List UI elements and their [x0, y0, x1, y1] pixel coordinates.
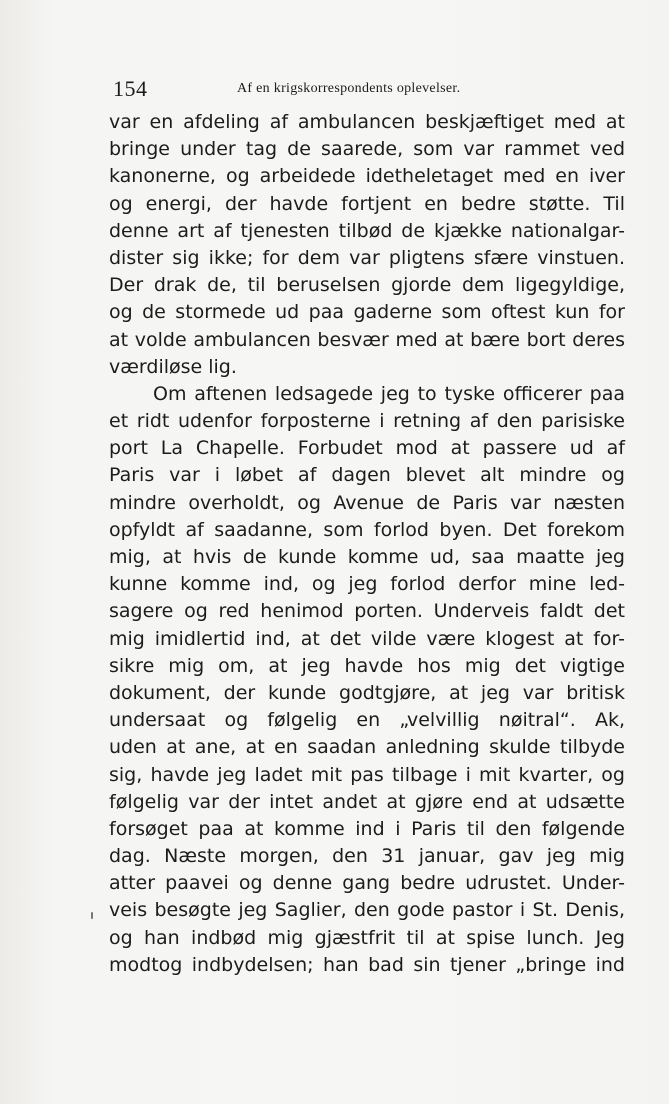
text-line: opfyldt af saadanne, som forlod byen. Det forekom	[109, 518, 625, 541]
text-line: atter paavei og denne gang bedre udrustet. Under-	[109, 872, 625, 895]
text-line: var en afdeling af ambulancen beskjæftiget med at	[109, 111, 625, 133]
text-line: og han indbød mig gjæstfrit til at spise lunch. Jeg	[109, 926, 625, 949]
page-header	[113, 76, 623, 102]
text-line: undersaat og følgelig en „velvillig nøitral“. Ak,	[109, 709, 625, 732]
text-line: at volde ambulancen besvær med at bære bort deres	[109, 328, 625, 351]
page-number: 154	[113, 76, 148, 101]
text-line: mig imidlertid ind, at det vilde være klogest at for-	[109, 627, 625, 650]
text-line: forsøget paa at komme ind i Paris til den følgende	[109, 817, 625, 840]
text-line: Om aftenen ledsagede jeg to tyske officerer paa	[153, 382, 625, 405]
text-line: et ridt udenfor forposterne i retning af den parisiske	[109, 410, 625, 433]
text-line: sig, havde jeg ladet mit pas tilbage i mit kvarter, og	[109, 763, 625, 786]
text-line: sikre mig om, at jeg havde hos mig det vigtige	[109, 654, 625, 677]
text-line: og de stormede ud paa gaderne som oftest kun for	[109, 301, 625, 324]
text-line: kanonerne, og arbeidede idetheletaget med en iver	[109, 165, 625, 188]
text-line: mig, at hvis de kunde komme ud, saa maatte jeg	[109, 546, 625, 568]
text-line: følgelig var der intet andet at gjøre end at udsætte	[109, 790, 625, 813]
margin-mark	[91, 912, 93, 919]
text-line: modtog indbydelsen; han bad sin tjener „bringe ind	[109, 953, 625, 976]
text-line: værdiløse lig.	[109, 355, 237, 378]
text-line: og energi, der havde fortjent en bedre støtte. Til	[109, 192, 625, 215]
body-text	[109, 109, 625, 979]
text-line: denne art af tjenesten tilbød de kjække nationalgar-	[109, 219, 625, 242]
text-line: Der drak de, til beruselsen gjorde dem ligegyldige,	[109, 274, 625, 297]
text-line: port La Chapelle. Forbudet mod at passere ud af	[109, 437, 625, 460]
text-line: dag. Næste morgen, den 31 januar, gav jeg mig	[109, 845, 625, 868]
text-line: Paris var i løbet af dagen blevet alt mindre og	[109, 464, 625, 487]
text-line: veis besøgte jeg Saglier, den gode pastor i St. Denis,	[109, 899, 625, 922]
text-line: uden at ane, at en saadan anledning skulde tilbyde	[109, 736, 625, 759]
text-line: bringe under tag de saarede, som var rammet ved	[109, 138, 625, 161]
text-line: kunne komme ind, og jeg forlod derfor mine led-	[109, 573, 625, 596]
running-head: Af en krigskorrespondents oplevelser.	[237, 81, 461, 96]
text-line: mindre overholdt, og Avenue de Paris var næsten	[109, 491, 625, 514]
text-line: dokument, der kunde godtgjøre, at jeg var britisk	[109, 681, 625, 704]
text-line: dister sig ikke; for dem var pligtens sfære vinstuen.	[109, 246, 625, 269]
text-line: sagere og red henimod porten. Underveis faldt det	[109, 600, 625, 623]
